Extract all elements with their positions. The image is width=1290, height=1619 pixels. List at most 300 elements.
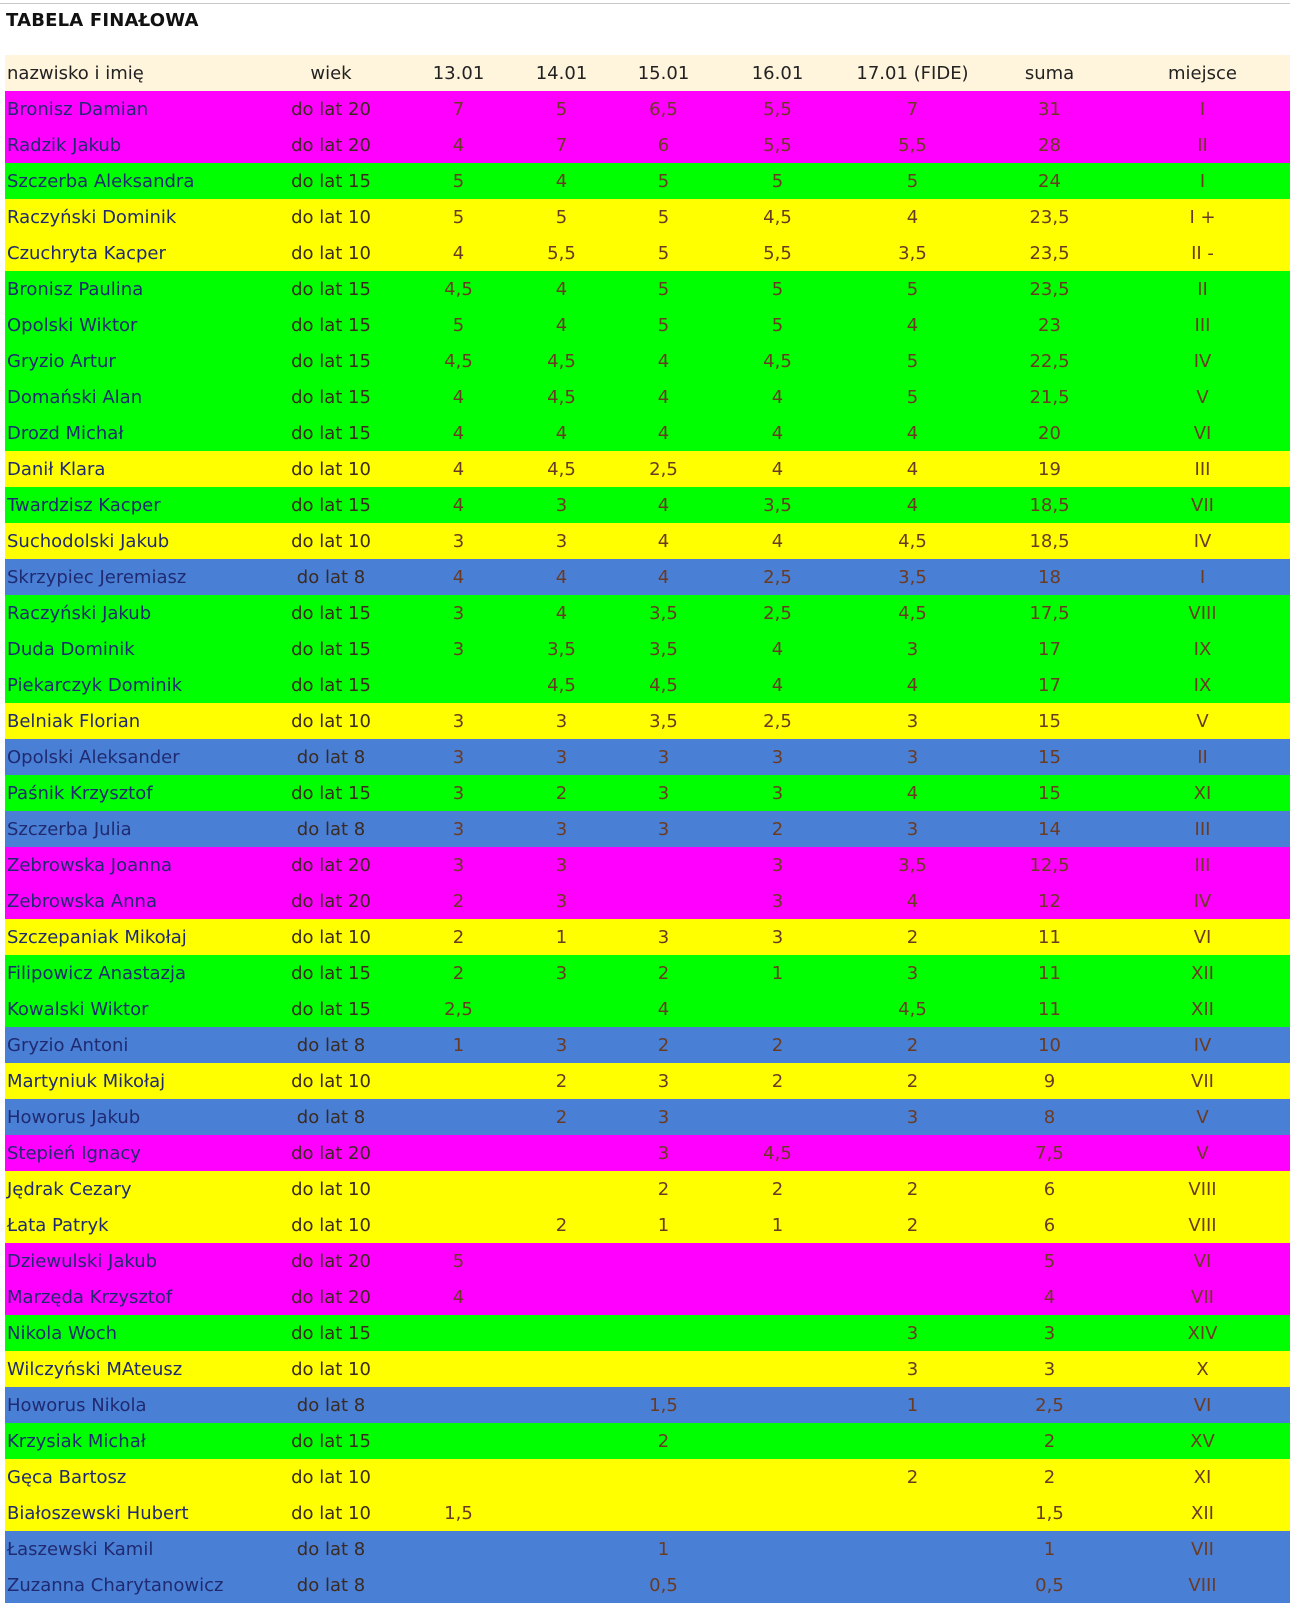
score-16-01-cell: 2 <box>771 818 784 840</box>
score-15-01-cell: 4 <box>657 566 670 588</box>
score-16-01-cell: 5,5 <box>763 134 792 156</box>
place-cell: VI <box>1193 926 1212 948</box>
table-row <box>5 1207 1290 1243</box>
score-14-01-cell <box>510 1567 613 1603</box>
column-header-name: nazwisko i imię <box>7 62 144 84</box>
place-cell: IX <box>1193 674 1212 696</box>
age-group-cell: do lat 8 <box>296 1106 366 1128</box>
score-14-01-cell <box>510 1135 613 1171</box>
score-13-01-cell: 3 <box>452 746 465 768</box>
place-cell: VII <box>1191 1070 1214 1092</box>
score-13-01-cell: 3 <box>452 782 465 804</box>
table-row <box>5 739 1290 775</box>
score-15-01-cell: 3 <box>657 782 670 804</box>
score-15-01-cell: 5 <box>657 314 670 336</box>
place-cell: VIII <box>1188 1574 1217 1596</box>
total-score-cell: 31 <box>1038 98 1061 120</box>
score-15-01-cell: 4 <box>657 350 670 372</box>
results-table <box>5 55 1290 1603</box>
age-group-cell: do lat 15 <box>291 962 371 984</box>
score-14-01-cell: 3,5 <box>547 638 576 660</box>
table-row <box>5 1279 1290 1315</box>
score-16-01-cell: 4 <box>771 530 784 552</box>
score-13-01-cell: 7 <box>452 98 465 120</box>
score-16-01-cell <box>714 1387 841 1423</box>
total-score-cell: 7,5 <box>1035 1142 1064 1164</box>
score-14-01-cell: 3 <box>555 818 568 840</box>
place-cell: II <box>1197 278 1208 300</box>
age-group-cell: do lat 15 <box>291 638 371 660</box>
score-13-01-cell <box>407 1459 510 1495</box>
score-16-01-cell: 3 <box>771 926 784 948</box>
total-score-cell: 28 <box>1038 134 1061 156</box>
score-14-01-cell <box>510 991 613 1027</box>
header-row <box>5 55 1290 91</box>
page-title: TABELA FINAŁOWA <box>6 10 199 31</box>
age-group-cell: do lat 8 <box>296 746 366 768</box>
score-16-01-cell: 4 <box>771 422 784 444</box>
score-15-01-cell: 1 <box>657 1538 670 1560</box>
score-13-01-cell: 4 <box>452 458 465 480</box>
score-16-01-cell: 4 <box>771 674 784 696</box>
total-score-cell: 14 <box>1038 818 1061 840</box>
score-13-01-cell: 4 <box>452 494 465 516</box>
total-score-cell: 23,5 <box>1029 278 1070 300</box>
score-17-01-cell: 5 <box>906 278 919 300</box>
age-group-cell: do lat 10 <box>291 1178 371 1200</box>
score-17-01-cell: 4,5 <box>898 998 927 1020</box>
score-16-01-cell <box>714 1315 841 1351</box>
score-14-01-cell: 4 <box>555 422 568 444</box>
score-13-01-cell <box>407 1531 510 1567</box>
table-row <box>5 1171 1290 1207</box>
place-cell: V <box>1196 710 1209 732</box>
total-score-cell: 17 <box>1038 674 1061 696</box>
score-15-01-cell: 3 <box>657 1070 670 1092</box>
table-row <box>5 919 1290 955</box>
score-14-01-cell: 2 <box>555 1070 568 1092</box>
age-group-cell: do lat 15 <box>291 674 371 696</box>
score-15-01-cell: 4 <box>657 530 670 552</box>
total-score-cell: 18,5 <box>1029 494 1070 516</box>
score-14-01-cell: 2 <box>555 1106 568 1128</box>
score-16-01-cell <box>714 1567 841 1603</box>
score-16-01-cell: 2,5 <box>763 566 792 588</box>
place-cell: III <box>1194 458 1211 480</box>
place-cell: VIII <box>1188 1178 1217 1200</box>
place-cell: V <box>1196 1106 1209 1128</box>
player-name-cell: Belniak Florian <box>7 710 141 732</box>
score-15-01-cell: 2 <box>657 1034 670 1056</box>
place-cell: VI <box>1193 1250 1212 1272</box>
score-16-01-cell <box>714 1351 841 1387</box>
score-13-01-cell <box>407 1171 510 1207</box>
score-14-01-cell <box>510 1315 613 1351</box>
table-row <box>5 91 1290 127</box>
score-15-01-cell: 5 <box>657 242 670 264</box>
age-group-cell: do lat 10 <box>291 1070 371 1092</box>
table-row <box>5 451 1290 487</box>
player-name-cell: Kowalski Wiktor <box>7 998 149 1020</box>
age-group-cell: do lat 15 <box>291 1430 371 1452</box>
place-cell: III <box>1194 854 1211 876</box>
age-group-cell: do lat 8 <box>296 818 366 840</box>
total-score-cell: 11 <box>1038 926 1061 948</box>
table-row <box>5 1423 1290 1459</box>
table-row <box>5 199 1290 235</box>
score-13-01-cell <box>407 1387 510 1423</box>
total-score-cell: 8 <box>1043 1106 1056 1128</box>
score-14-01-cell: 4 <box>555 566 568 588</box>
player-name-cell: Dziewulski Jakub <box>7 1250 158 1272</box>
column-header-round-1: 13.01 <box>432 62 485 84</box>
score-17-01-cell: 3,5 <box>898 242 927 264</box>
place-cell: IV <box>1193 350 1212 372</box>
age-group-cell: do lat 10 <box>291 206 371 228</box>
place-cell: V <box>1196 386 1209 408</box>
score-15-01-cell: 2 <box>657 962 670 984</box>
score-17-01-cell: 3 <box>906 746 919 768</box>
place-cell: XI <box>1193 1466 1212 1488</box>
score-15-01-cell: 2 <box>657 1178 670 1200</box>
score-17-01-cell: 4,5 <box>898 530 927 552</box>
score-16-01-cell <box>714 1423 841 1459</box>
total-score-cell: 2,5 <box>1035 1394 1064 1416</box>
player-name-cell: Howorus Jakub <box>7 1106 141 1128</box>
total-score-cell: 15 <box>1038 782 1061 804</box>
score-15-01-cell: 4 <box>657 386 670 408</box>
score-15-01-cell: 3,5 <box>649 602 678 624</box>
score-16-01-cell: 3 <box>771 782 784 804</box>
score-17-01-cell: 4 <box>906 206 919 228</box>
score-13-01-cell: 2,5 <box>444 998 473 1020</box>
total-score-cell: 3 <box>1043 1358 1056 1380</box>
score-16-01-cell: 3 <box>771 854 784 876</box>
score-16-01-cell: 5 <box>771 314 784 336</box>
age-group-cell: do lat 20 <box>291 890 371 912</box>
score-14-01-cell <box>510 1495 613 1531</box>
score-17-01-cell: 2 <box>906 1034 919 1056</box>
score-13-01-cell: 2 <box>452 926 465 948</box>
place-cell: VIII <box>1188 602 1217 624</box>
player-name-cell: Raczyński Jakub <box>7 602 152 624</box>
age-group-cell: do lat 20 <box>291 98 371 120</box>
score-14-01-cell: 5 <box>555 206 568 228</box>
score-14-01-cell: 4,5 <box>547 674 576 696</box>
score-16-01-cell <box>714 1243 841 1279</box>
score-14-01-cell: 4 <box>555 170 568 192</box>
score-13-01-cell: 4,5 <box>444 350 473 372</box>
score-17-01-cell: 2 <box>906 1466 919 1488</box>
score-14-01-cell: 2 <box>555 1214 568 1236</box>
score-17-01-cell: 4 <box>906 314 919 336</box>
total-score-cell: 21,5 <box>1029 386 1070 408</box>
place-cell: IV <box>1193 890 1212 912</box>
age-group-cell: do lat 15 <box>291 422 371 444</box>
score-13-01-cell <box>407 1135 510 1171</box>
table-row <box>5 1135 1290 1171</box>
score-13-01-cell <box>407 667 510 703</box>
score-15-01-cell: 3 <box>657 746 670 768</box>
table-row <box>5 1315 1290 1351</box>
table-row <box>5 703 1290 739</box>
score-16-01-cell <box>714 1459 841 1495</box>
score-17-01-cell <box>841 1495 984 1531</box>
total-score-cell: 2 <box>1043 1430 1056 1452</box>
table-row <box>5 883 1290 919</box>
total-score-cell: 23 <box>1038 314 1061 336</box>
player-name-cell: Szczepaniak Mikołaj <box>7 926 187 948</box>
score-15-01-cell: 3 <box>657 1142 670 1164</box>
score-16-01-cell <box>714 1495 841 1531</box>
score-16-01-cell <box>714 991 841 1027</box>
score-13-01-cell: 3 <box>452 638 465 660</box>
player-name-cell: Raczyński Dominik <box>7 206 177 228</box>
age-group-cell: do lat 15 <box>291 494 371 516</box>
score-14-01-cell: 4,5 <box>547 350 576 372</box>
total-score-cell: 1,5 <box>1035 1502 1064 1524</box>
column-header-sum: suma <box>1024 62 1075 84</box>
place-cell: XIV <box>1187 1322 1218 1344</box>
player-name-cell: Jędrak Cezary <box>7 1178 132 1200</box>
score-13-01-cell <box>407 1423 510 1459</box>
score-14-01-cell <box>510 1423 613 1459</box>
score-16-01-cell: 5 <box>771 170 784 192</box>
score-14-01-cell: 3 <box>555 962 568 984</box>
place-cell: VII <box>1191 494 1214 516</box>
table-row <box>5 595 1290 631</box>
age-group-cell: do lat 20 <box>291 134 371 156</box>
total-score-cell: 6 <box>1043 1178 1056 1200</box>
score-14-01-cell <box>510 1279 613 1315</box>
score-13-01-cell: 4 <box>452 566 465 588</box>
player-name-cell: Howorus Nikola <box>7 1394 147 1416</box>
total-score-cell: 12,5 <box>1029 854 1070 876</box>
table-row <box>5 163 1290 199</box>
score-17-01-cell: 3 <box>906 818 919 840</box>
table-row <box>5 271 1290 307</box>
age-group-cell: do lat 20 <box>291 854 371 876</box>
age-group-cell: do lat 20 <box>291 1250 371 1272</box>
total-score-cell: 18,5 <box>1029 530 1070 552</box>
table-row <box>5 1567 1290 1603</box>
score-14-01-cell: 3 <box>555 746 568 768</box>
table-row <box>5 955 1290 991</box>
age-group-cell: do lat 10 <box>291 1358 371 1380</box>
column-header-place: miejsce <box>1168 62 1237 84</box>
score-13-01-cell: 1,5 <box>444 1502 473 1524</box>
score-13-01-cell: 1 <box>452 1034 465 1056</box>
score-16-01-cell: 4 <box>771 638 784 660</box>
score-14-01-cell: 5,5 <box>547 242 576 264</box>
total-score-cell: 5 <box>1043 1250 1056 1272</box>
score-16-01-cell: 4,5 <box>763 206 792 228</box>
score-15-01-cell: 4,5 <box>649 674 678 696</box>
age-group-cell: do lat 8 <box>296 1034 366 1056</box>
age-group-cell: do lat 10 <box>291 1214 371 1236</box>
score-14-01-cell: 4,5 <box>547 386 576 408</box>
score-13-01-cell <box>407 1099 510 1135</box>
table-row <box>5 1351 1290 1387</box>
player-name-cell: Szczerba Julia <box>7 818 132 840</box>
score-14-01-cell: 7 <box>555 134 568 156</box>
table-row <box>5 127 1290 163</box>
score-17-01-cell: 5,5 <box>898 134 927 156</box>
score-17-01-cell: 3 <box>906 1358 919 1380</box>
place-cell: I + <box>1189 206 1216 228</box>
score-15-01-cell: 2,5 <box>649 458 678 480</box>
score-14-01-cell <box>510 1459 613 1495</box>
score-13-01-cell: 5 <box>452 314 465 336</box>
player-name-cell: Opolski Wiktor <box>7 314 138 336</box>
place-cell: III <box>1194 818 1211 840</box>
total-score-cell: 11 <box>1038 962 1061 984</box>
player-name-cell: Czuchryta Kacper <box>7 242 166 264</box>
score-14-01-cell: 4 <box>555 314 568 336</box>
score-14-01-cell <box>510 1171 613 1207</box>
player-name-cell: Bronisz Paulina <box>7 278 144 300</box>
total-score-cell: 15 <box>1038 746 1061 768</box>
score-17-01-cell: 1 <box>906 1394 919 1416</box>
total-score-cell: 23,5 <box>1029 242 1070 264</box>
score-13-01-cell <box>407 1207 510 1243</box>
player-name-cell: Łaszewski Kamil <box>7 1538 154 1560</box>
score-13-01-cell: 4 <box>452 1286 465 1308</box>
score-13-01-cell: 4 <box>452 242 465 264</box>
score-16-01-cell: 1 <box>771 1214 784 1236</box>
score-13-01-cell: 5 <box>452 1250 465 1272</box>
score-15-01-cell: 3 <box>657 1106 670 1128</box>
player-name-cell: Duda Dominik <box>7 638 135 660</box>
player-name-cell: Zuzanna Charytanowicz <box>7 1574 224 1596</box>
score-15-01-cell <box>613 1279 714 1315</box>
age-group-cell: do lat 20 <box>291 1142 371 1164</box>
total-score-cell: 1 <box>1043 1538 1056 1560</box>
score-17-01-cell: 4 <box>906 458 919 480</box>
score-15-01-cell <box>613 1459 714 1495</box>
place-cell: XI <box>1193 782 1212 804</box>
player-name-cell: Paśnik Krzysztof <box>7 782 153 804</box>
score-17-01-cell: 7 <box>906 98 919 120</box>
score-16-01-cell <box>714 1531 841 1567</box>
age-group-cell: do lat 8 <box>296 1394 366 1416</box>
player-name-cell: Białoszewski Hubert <box>7 1502 189 1524</box>
table-row <box>5 1459 1290 1495</box>
player-name-cell: Gryzio Artur <box>7 350 116 372</box>
column-header-round-4: 16.01 <box>751 62 804 84</box>
place-cell: VI <box>1193 1394 1212 1416</box>
table-row <box>5 631 1290 667</box>
table-row <box>5 415 1290 451</box>
score-17-01-cell: 4 <box>906 494 919 516</box>
score-17-01-cell: 4 <box>906 890 919 912</box>
age-group-cell: do lat 15 <box>291 350 371 372</box>
age-group-cell: do lat 10 <box>291 242 371 264</box>
score-15-01-cell <box>613 883 714 919</box>
score-17-01-cell: 3 <box>906 1322 919 1344</box>
place-cell: VI <box>1193 422 1212 444</box>
age-group-cell: do lat 15 <box>291 386 371 408</box>
score-14-01-cell: 4 <box>555 602 568 624</box>
score-16-01-cell: 1 <box>771 962 784 984</box>
score-17-01-cell: 2 <box>906 1178 919 1200</box>
score-17-01-cell: 5 <box>906 170 919 192</box>
player-name-cell: Drozd Michał <box>7 422 124 444</box>
score-15-01-cell: 1,5 <box>649 1394 678 1416</box>
player-name-cell: Domański Alan <box>7 386 143 408</box>
age-group-cell: do lat 15 <box>291 314 371 336</box>
score-13-01-cell: 5 <box>452 170 465 192</box>
score-16-01-cell: 3 <box>771 890 784 912</box>
total-score-cell: 15 <box>1038 710 1061 732</box>
score-14-01-cell: 3 <box>555 530 568 552</box>
score-14-01-cell <box>510 1531 613 1567</box>
score-13-01-cell: 3 <box>452 818 465 840</box>
score-16-01-cell: 4 <box>771 458 784 480</box>
score-17-01-cell: 4 <box>906 674 919 696</box>
age-group-cell: do lat 15 <box>291 998 371 1020</box>
score-13-01-cell <box>407 1351 510 1387</box>
total-score-cell: 19 <box>1038 458 1061 480</box>
player-name-cell: Bronisz Damian <box>7 98 149 120</box>
score-17-01-cell: 3 <box>906 962 919 984</box>
place-cell: VII <box>1191 1538 1214 1560</box>
place-cell: XII <box>1191 1502 1214 1524</box>
score-16-01-cell: 3 <box>771 746 784 768</box>
table-row <box>5 811 1290 847</box>
score-16-01-cell: 4,5 <box>763 1142 792 1164</box>
score-15-01-cell: 2 <box>657 1430 670 1452</box>
score-14-01-cell: 3 <box>555 890 568 912</box>
score-13-01-cell: 4 <box>452 386 465 408</box>
total-score-cell: 17 <box>1038 638 1061 660</box>
score-16-01-cell: 2 <box>771 1070 784 1092</box>
score-13-01-cell: 5 <box>452 206 465 228</box>
score-13-01-cell: 4,5 <box>444 278 473 300</box>
table-row <box>5 487 1290 523</box>
score-17-01-cell <box>841 1279 984 1315</box>
table-row <box>5 343 1290 379</box>
score-15-01-cell: 3,5 <box>649 638 678 660</box>
score-16-01-cell: 2 <box>771 1178 784 1200</box>
player-name-cell: Zebrowska Anna <box>7 890 157 912</box>
table-row <box>5 1387 1290 1423</box>
player-name-cell: Gęca Bartosz <box>7 1466 127 1488</box>
score-13-01-cell <box>407 1567 510 1603</box>
score-16-01-cell: 2,5 <box>763 710 792 732</box>
score-15-01-cell <box>613 1351 714 1387</box>
score-17-01-cell: 3 <box>906 710 919 732</box>
score-16-01-cell <box>714 1099 841 1135</box>
table-row <box>5 1495 1290 1531</box>
score-17-01-cell: 5 <box>906 386 919 408</box>
table-row <box>5 1099 1290 1135</box>
score-16-01-cell: 2,5 <box>763 602 792 624</box>
age-group-cell: do lat 10 <box>291 530 371 552</box>
score-15-01-cell: 4 <box>657 494 670 516</box>
total-score-cell: 9 <box>1043 1070 1056 1092</box>
score-15-01-cell: 6,5 <box>649 98 678 120</box>
place-cell: IV <box>1193 530 1212 552</box>
age-group-cell: do lat 15 <box>291 1322 371 1344</box>
place-cell: I <box>1199 566 1206 588</box>
column-header-round-5: 17.01 (FIDE) <box>856 62 969 84</box>
score-15-01-cell <box>613 1495 714 1531</box>
score-15-01-cell: 3 <box>657 818 670 840</box>
age-group-cell: do lat 15 <box>291 278 371 300</box>
age-group-cell: do lat 10 <box>291 710 371 732</box>
table-row <box>5 235 1290 271</box>
